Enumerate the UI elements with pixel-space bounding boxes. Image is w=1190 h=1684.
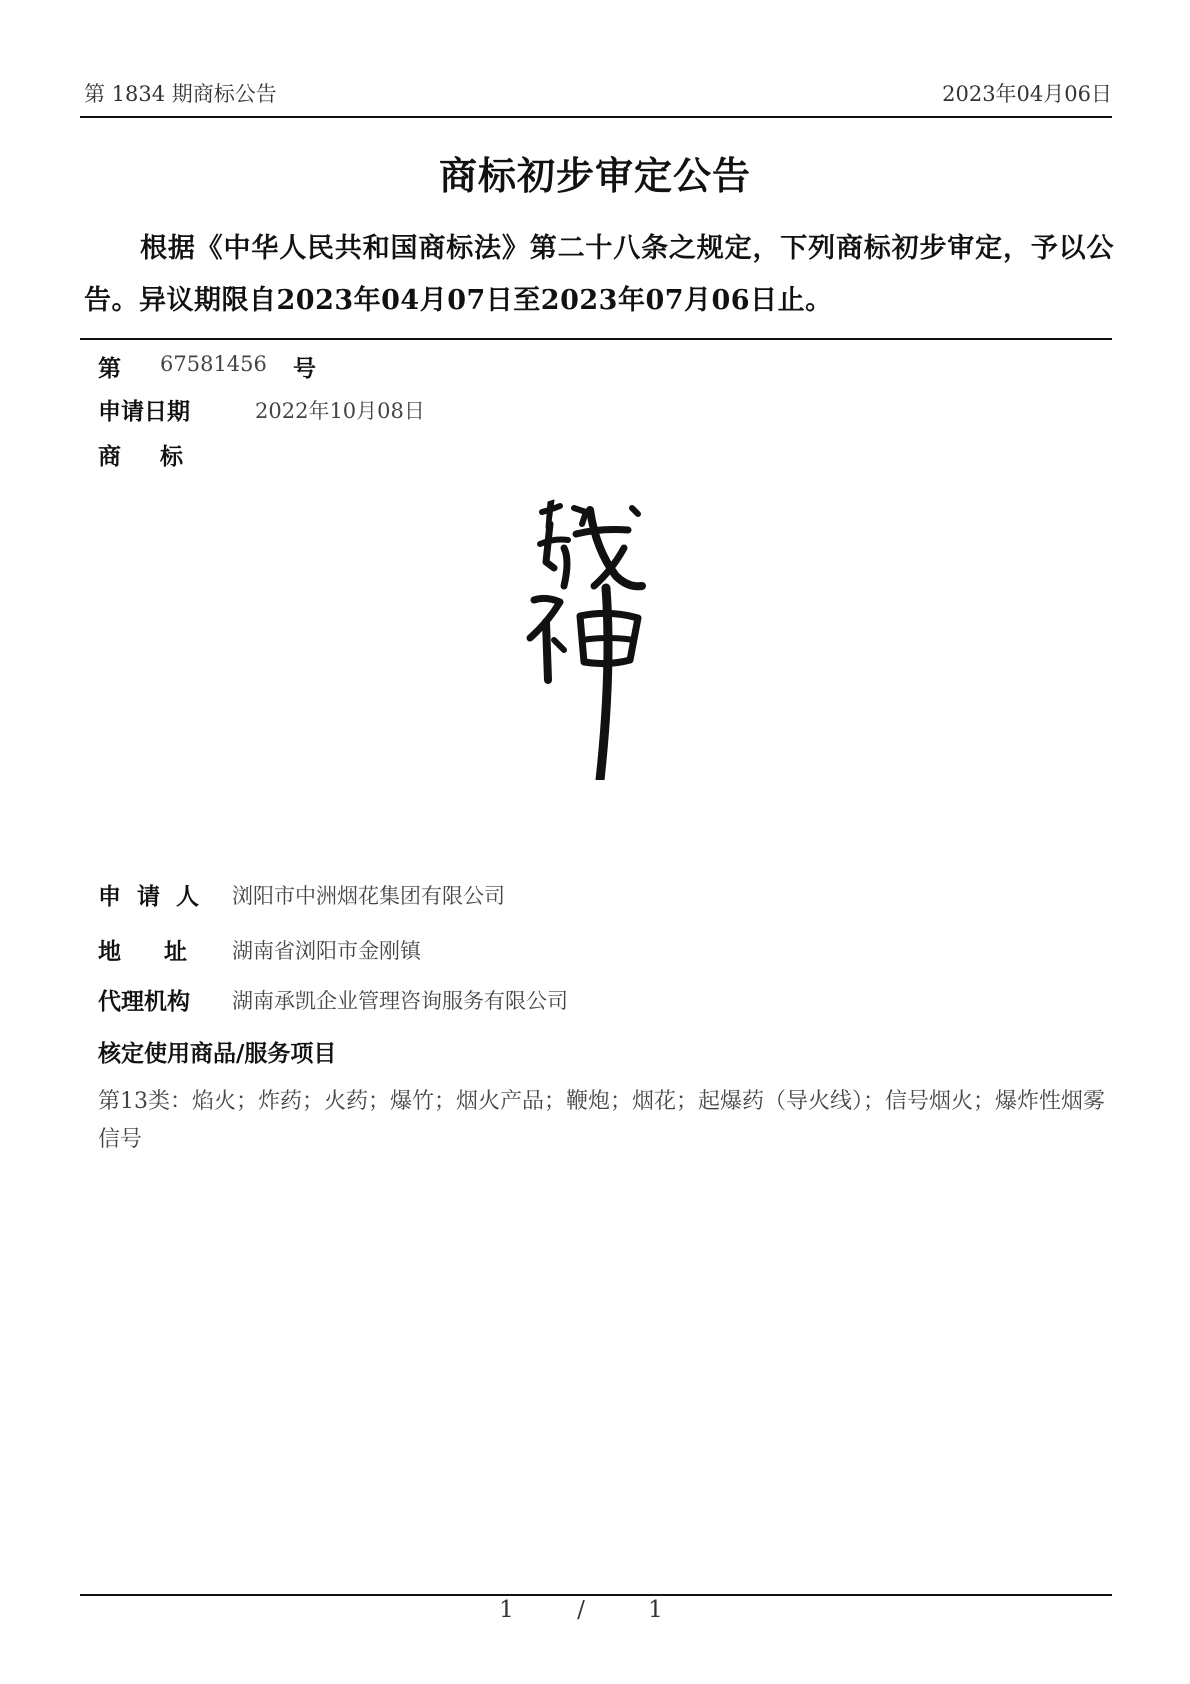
address-value: 湖南省浏阳市金刚镇 xyxy=(232,939,421,963)
applicant-label: 申 请 人 xyxy=(98,883,204,910)
section-divider xyxy=(80,338,1112,340)
goods-services-label: 核定使用商品/服务项目 xyxy=(98,1040,337,1067)
agent-name: 湖南承凯企业管理咨询服务有限公司 xyxy=(232,989,568,1013)
header-date: 2023年04月06日 xyxy=(942,82,1112,106)
trademark-label: 商 标 xyxy=(98,443,191,470)
page-number: 1 / 1 xyxy=(499,1597,691,1623)
number-prefix: 第 xyxy=(98,355,121,382)
trademark-image xyxy=(520,490,700,780)
number-suffix: 号 xyxy=(293,355,316,382)
address-label: 地 址 xyxy=(98,938,197,965)
footer-divider xyxy=(80,1594,1112,1596)
header-divider xyxy=(80,116,1112,118)
agent-label: 代理机构 xyxy=(98,988,190,1015)
applicant-name: 浏阳市中洲烟花集团有限公司 xyxy=(232,884,505,908)
page-title: 商标初步审定公告 xyxy=(438,153,751,198)
application-date: 2022年10月08日 xyxy=(255,399,425,423)
application-date-label: 申请日期 xyxy=(98,398,190,425)
goods-services-list: 第13类：焰火；炸药；火药；爆竹；烟火产品；鞭炮；烟花；起爆药（导火线）；信号烟火；爆炸性烟雾信号 xyxy=(98,1089,1105,1152)
intro-paragraph: 根据《中华人民共和国商标法》第二十八条之规定，下列商标初步审定，予以公告。异议期限自2023年04月07日至2023年07月06日止。 xyxy=(84,233,1114,316)
issue-number: 第 1834 期商标公告 xyxy=(84,82,277,106)
application-number: 67581456 xyxy=(160,352,267,376)
